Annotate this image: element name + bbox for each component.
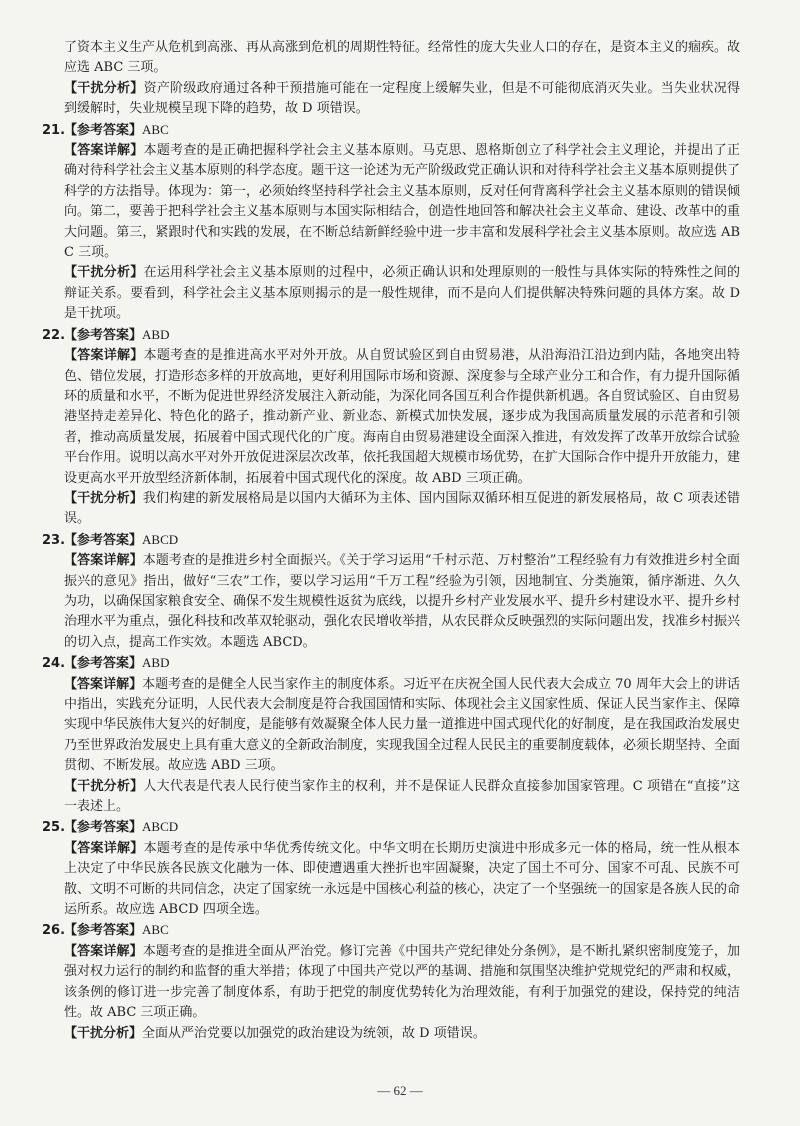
question-number: 21. [42, 122, 66, 138]
answer-detail-21: 【答案详解】本题考查的是正确把握科学社会主义基本原则。马克思、恩格斯创立了科学社会主义理论，并提出了正确对待科学社会主义基本原则的科学态度。题干这一论述为无产阶级政党正确认识和对待科学社会主义基本原则提供了科学的方法指导。体现为：第一，必须始终坚持科学社会主义基本原则，反对任何背离科学社会主义基本原则的错误倾向。第二，要善于把科学社会主义基本原则与本国实际相结合，创造性地回答和解决社会主义革命、建设、改革中的重大问题。第三，紧跟时代和实践的发展，在不断总结新鲜经验中进一步丰富和发展科学社会主义基本原则。故应选 ABC 三项。 [64, 143, 741, 261]
label-reference-answer: 【参考答案】 [64, 656, 143, 672]
label-reference-answer: 【参考答案】 [64, 327, 143, 343]
question-21-header [42, 120, 740, 141]
label-reference-answer: 【参考答案】 [64, 820, 143, 836]
label-detail: 【答案详解】 [64, 553, 143, 569]
answer-value: ABCD [142, 819, 179, 835]
question-22-header [42, 325, 740, 346]
answer-value: ABC [142, 121, 169, 137]
answer-detail-22: 【答案详解】本题考查的是推进高水平对外开放。从自贸试验区到自由贸易港，从沿海沿江沿边到内陆，各地突出特色、错位发展，打造形态多样的开放高地，更好利用国际市场和资源、深度参与全球产业分工和合作，有力提升国际循环的质量和水平，不断为促进世界经济发展注入新动能，为深化同各国互利合作提供新机遇。各自贸试验区、自由贸易港坚持走差异化、特色化的路子，推动新产业、新业态、新模式加快发展，逐步成为我国高质量发展的示范者和引领者，推动高质量发展，拓展着中国式现代化的广度。海南自由贸易港建设全面深入推进，有效发挥了改革开放综合试验平台作用。说明以高水平对外开放促进深层次改革，依托我国超大规模市场优势，在扩大国际合作中提升开放能力，建设更高水平开放型经济新体制，拓展着中国式现代化的深度。故 ABD 三项正确。 [64, 348, 741, 486]
label-interference: 【干扰分析】 [64, 80, 144, 96]
label-reference-answer: 【参考答案】 [64, 532, 143, 548]
answer-value: ABD [142, 655, 170, 671]
question-25-header [42, 817, 740, 838]
interference-analysis-21: 【干扰分析】在运用科学社会主义基本原则的过程中，必须正确认识和处理原则的一般性与具体实际的特殊性之间的辩证关系。要看到，科学社会主义基本原则揭示的是一般性规律，而不是向人们提供解决特殊问题的具体方案。故 D 是干扰项。 [64, 265, 740, 322]
label-detail: 【答案详解】 [64, 348, 144, 364]
question-number: 23. [42, 532, 66, 548]
interference-analysis-22: 【干扰分析】我们构建的新发展格局是以国内大循环为主体、国内国际双循环相互促进的新发展格局，故 C 项表述错误。 [64, 490, 740, 527]
answer-value: ABC [142, 922, 169, 938]
interference-analysis-24: 【干扰分析】人大代表是代表人民行使当家作主的权利，并不是保证人民群众直接参加国家管理。C 项错在“直接”这一表述上。 [64, 778, 740, 815]
answer-detail-23: 【答案详解】本题考查的是推进乡村全面振兴。《关于学习运用“千村示范、万村整治”工程经验有力有效推进乡村全面振兴的意见》指出，做好“三农”工作，要以学习运用“千万工程”经验为引领，因地制宜、分类施策，循序渐进、久久为功，以确保国家粮食安全、确保不发生规模性返贫为底线，以提升乡村产业发展水平、提升乡村建设水平、提升乡村治理水平为重点，强化科技和改革双轮驱动，强化农民增收举措，从农民群众反映强烈的实际问题出发，找准乡村振兴的切入点，提高工作实效。本题选 ABCD。 [64, 553, 741, 650]
question-26-header [42, 920, 740, 941]
interference-analysis-26: 【干扰分析】全面从严治党要以加强党的政治建设为统领，故 D 项错误。 [64, 1025, 486, 1041]
label-detail: 【答案详解】 [64, 943, 143, 959]
interference-analysis-20: 【干扰分析】资产阶级政府通过各种干预措施可能在一定程度上缓解失业，但是不可能彻底消灭失业。当失业状况得到缓解时，失业规模呈现下降的趋势，故 D 项错误。 [64, 80, 740, 117]
label-interference: 【干扰分析】 [64, 778, 144, 794]
answer-detail-26: 【答案详解】本题考查的是推进全面从严治党。修订完善《中国共产党纪律处分条例》，是不断扎紧织密制度笼子，加强对权力运行的制约和监督的重大举措；体现了中国共产党以严的基调、措施和氛围坚决维护党规党纪的严肃和权威，该条例的修订进一步完善了制度体系，有助于把党的制度优势转化为治理效能，有利于加强党的建设，保持党的纯洁性。故 ABC 三项正确。 [64, 943, 741, 1021]
question-number: 25. [42, 820, 66, 836]
page-number: — 62 — [377, 1083, 423, 1098]
answer-value: ABD [142, 326, 170, 342]
question-number: 26. [42, 923, 66, 939]
answer-value: ABCD [142, 531, 179, 547]
question-23-header [42, 530, 740, 551]
answer-detail-24: 【答案详解】本题考查的是健全人民当家作主的制度体系。习近平在庆祝全国人民代表大会成立 70 周年大会上的讲话中指出，实践充分证明，人民代表大会制度是符合我国国情和实际、体现社会主义国家性质、保证人民当家作主、保障实现中华民族伟大复兴的好制度，是能够有效凝聚全体人民力量一道推进中国式现代化的好制度，是在我国政治发展史乃至世界政治发展史上具有重大意义的全新政治制度，实现我国全过程人民民主的重要制度载体，必须长期坚持、全面贯彻、不断发展。故应选 ABD 三项。 [64, 676, 741, 774]
label-detail: 【答案详解】 [64, 143, 144, 159]
question-number: 24. [42, 656, 66, 672]
label-detail: 【答案详解】 [64, 840, 144, 856]
label-interference: 【干扰分析】 [64, 490, 143, 506]
answer-detail-25: 【答案详解】本题考查的是传承中华优秀传统文化。中华文明在长期历史演进中形成多元一体的格局，统一性从根本上决定了中华民族各民族文化融为一体、即使遭遇重大挫折也牢固凝聚，决定了国土不可分、国家不可乱、民族不可散、文明不可断的共同信念，决定了国家统一永远是中国核心利益的核心，决定了一个坚强统一的国家是各族人民的命运所系。故应选 ABCD 四项全选。 [64, 840, 741, 918]
question-number: 22. [42, 327, 66, 343]
label-detail: 【答案详解】 [64, 676, 143, 692]
label-reference-answer: 【参考答案】 [64, 923, 143, 939]
label-interference: 【干扰分析】 [64, 265, 144, 281]
question-24-header [42, 653, 740, 674]
label-interference: 【干扰分析】 [64, 1025, 143, 1041]
paragraph-cont-1: 了资本主义生产从危机到高涨、再从高涨到危机的周期性特征。经常性的庞大失业人口的存在，是资本主义的痼疾。故应选 ABC 三项。 [64, 40, 741, 76]
label-reference-answer: 【参考答案】 [64, 122, 143, 138]
